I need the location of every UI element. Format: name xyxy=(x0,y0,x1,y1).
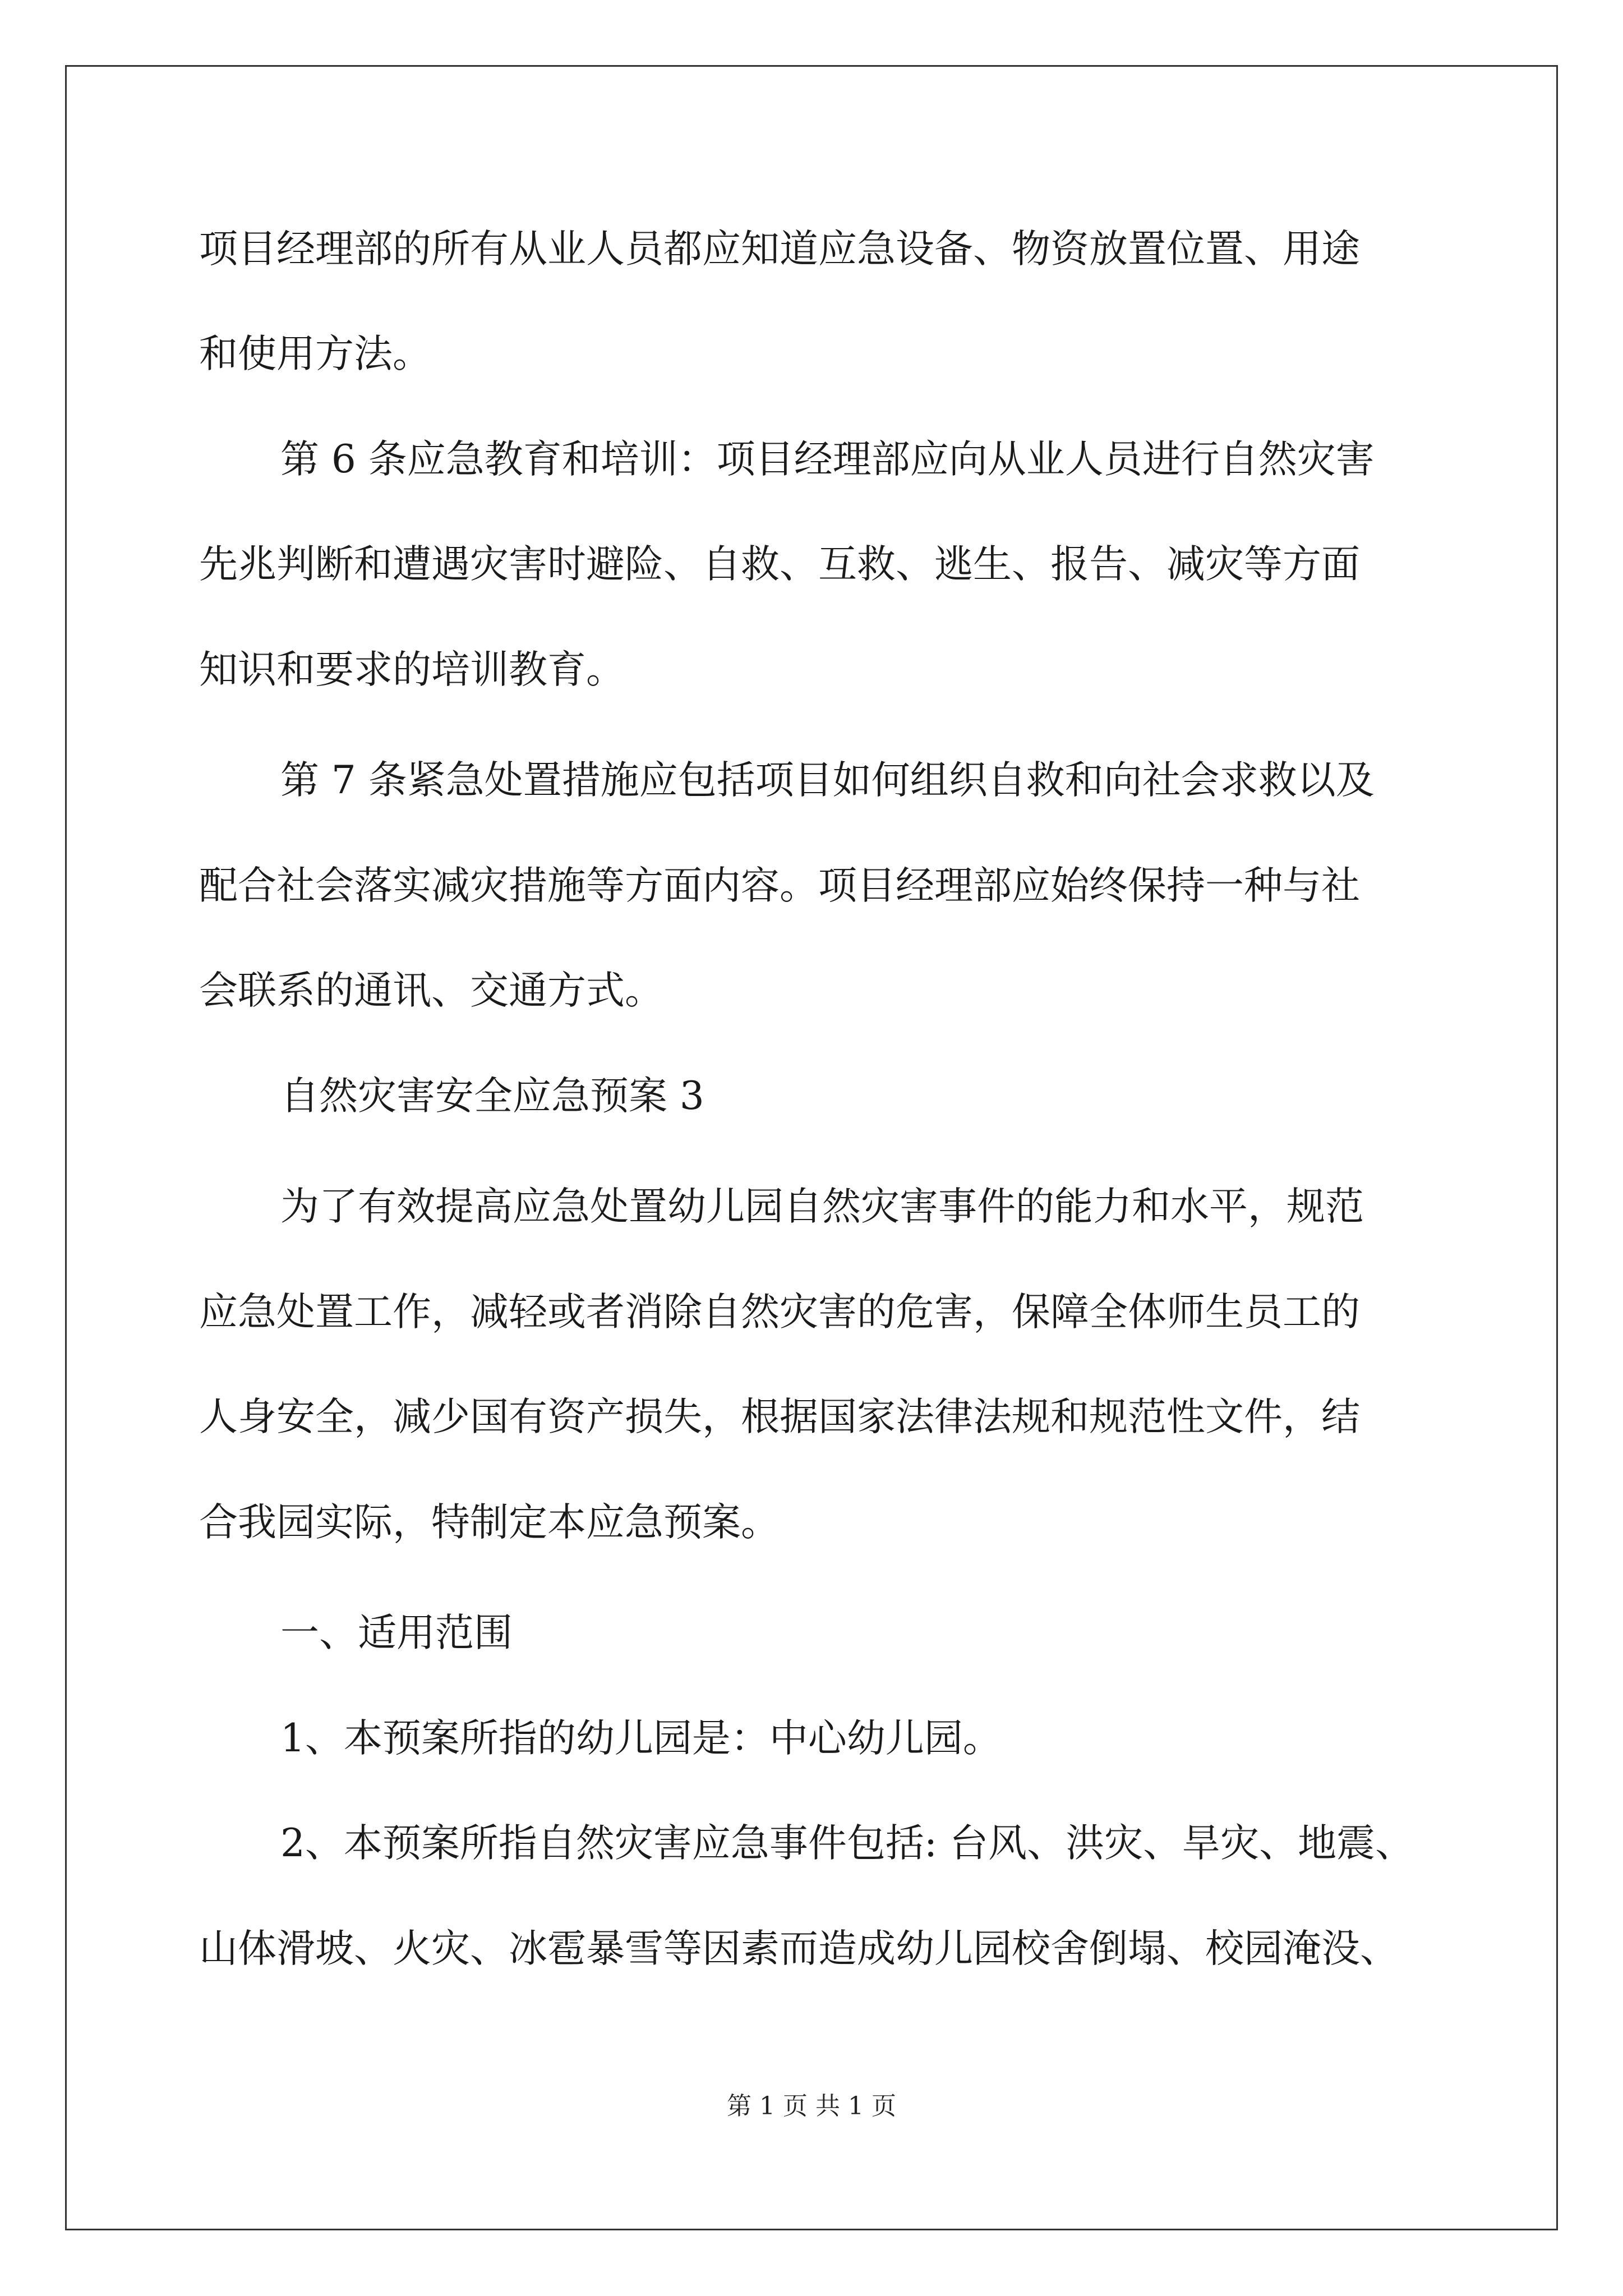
text-line: 第 7 条紧急处置措施应包括项目如何组织自救和向社会求救以及 xyxy=(280,758,1375,803)
text-line: 合我园实际，特制定本应急预案。 xyxy=(199,1500,780,1545)
section-heading: 自然灾害安全应急预案 3 xyxy=(280,1074,704,1119)
text-line: 应急处置工作，减轻或者消除自然灾害的危害，保障全体师生员工的 xyxy=(199,1290,1360,1335)
text-line: 第 6 条应急教育和培训：项目经理部应向从业人员进行自然灾害 xyxy=(280,437,1375,482)
page-border xyxy=(65,65,1558,2230)
text-line: 先兆判断和遭遇灾害时避险、自救、互救、逃生、报告、减灾等方面 xyxy=(199,542,1360,587)
text-line: 山体滑坡、火灾、冰雹暴雪等因素而造成幼儿园校舍倒塌、校园淹没、 xyxy=(199,1926,1399,1971)
text-line: 配合社会落实减灾措施等方面内容。项目经理部应始终保持一种与社 xyxy=(199,863,1360,908)
text-line: 知识和要求的培训教育。 xyxy=(199,647,625,692)
section-heading: 一、适用范围 xyxy=(280,1611,513,1655)
text-line: 和使用方法。 xyxy=(199,332,431,376)
text-line: 为了有效提高应急处置幼儿园自然灾害事件的能力和水平，规范 xyxy=(280,1184,1364,1229)
text-line: 项目经理部的所有从业人员都应知道应急设备、物资放置位置、用途 xyxy=(199,227,1360,272)
text-line: 人身安全，减少国有资产损失，根据国家法律法规和规范性文件，结 xyxy=(199,1395,1360,1439)
text-line: 1、本预案所指的幼儿园是：中心幼儿园。 xyxy=(280,1716,1002,1761)
text-line: 2、本预案所指自然灾害应急事件包括: 台风、洪灾、旱灾、地震、 xyxy=(280,1821,1414,1866)
page-footer: 第 1 页 共 1 页 xyxy=(727,2092,896,2120)
text-line: 会联系的通讯、交通方式。 xyxy=(199,968,663,1013)
